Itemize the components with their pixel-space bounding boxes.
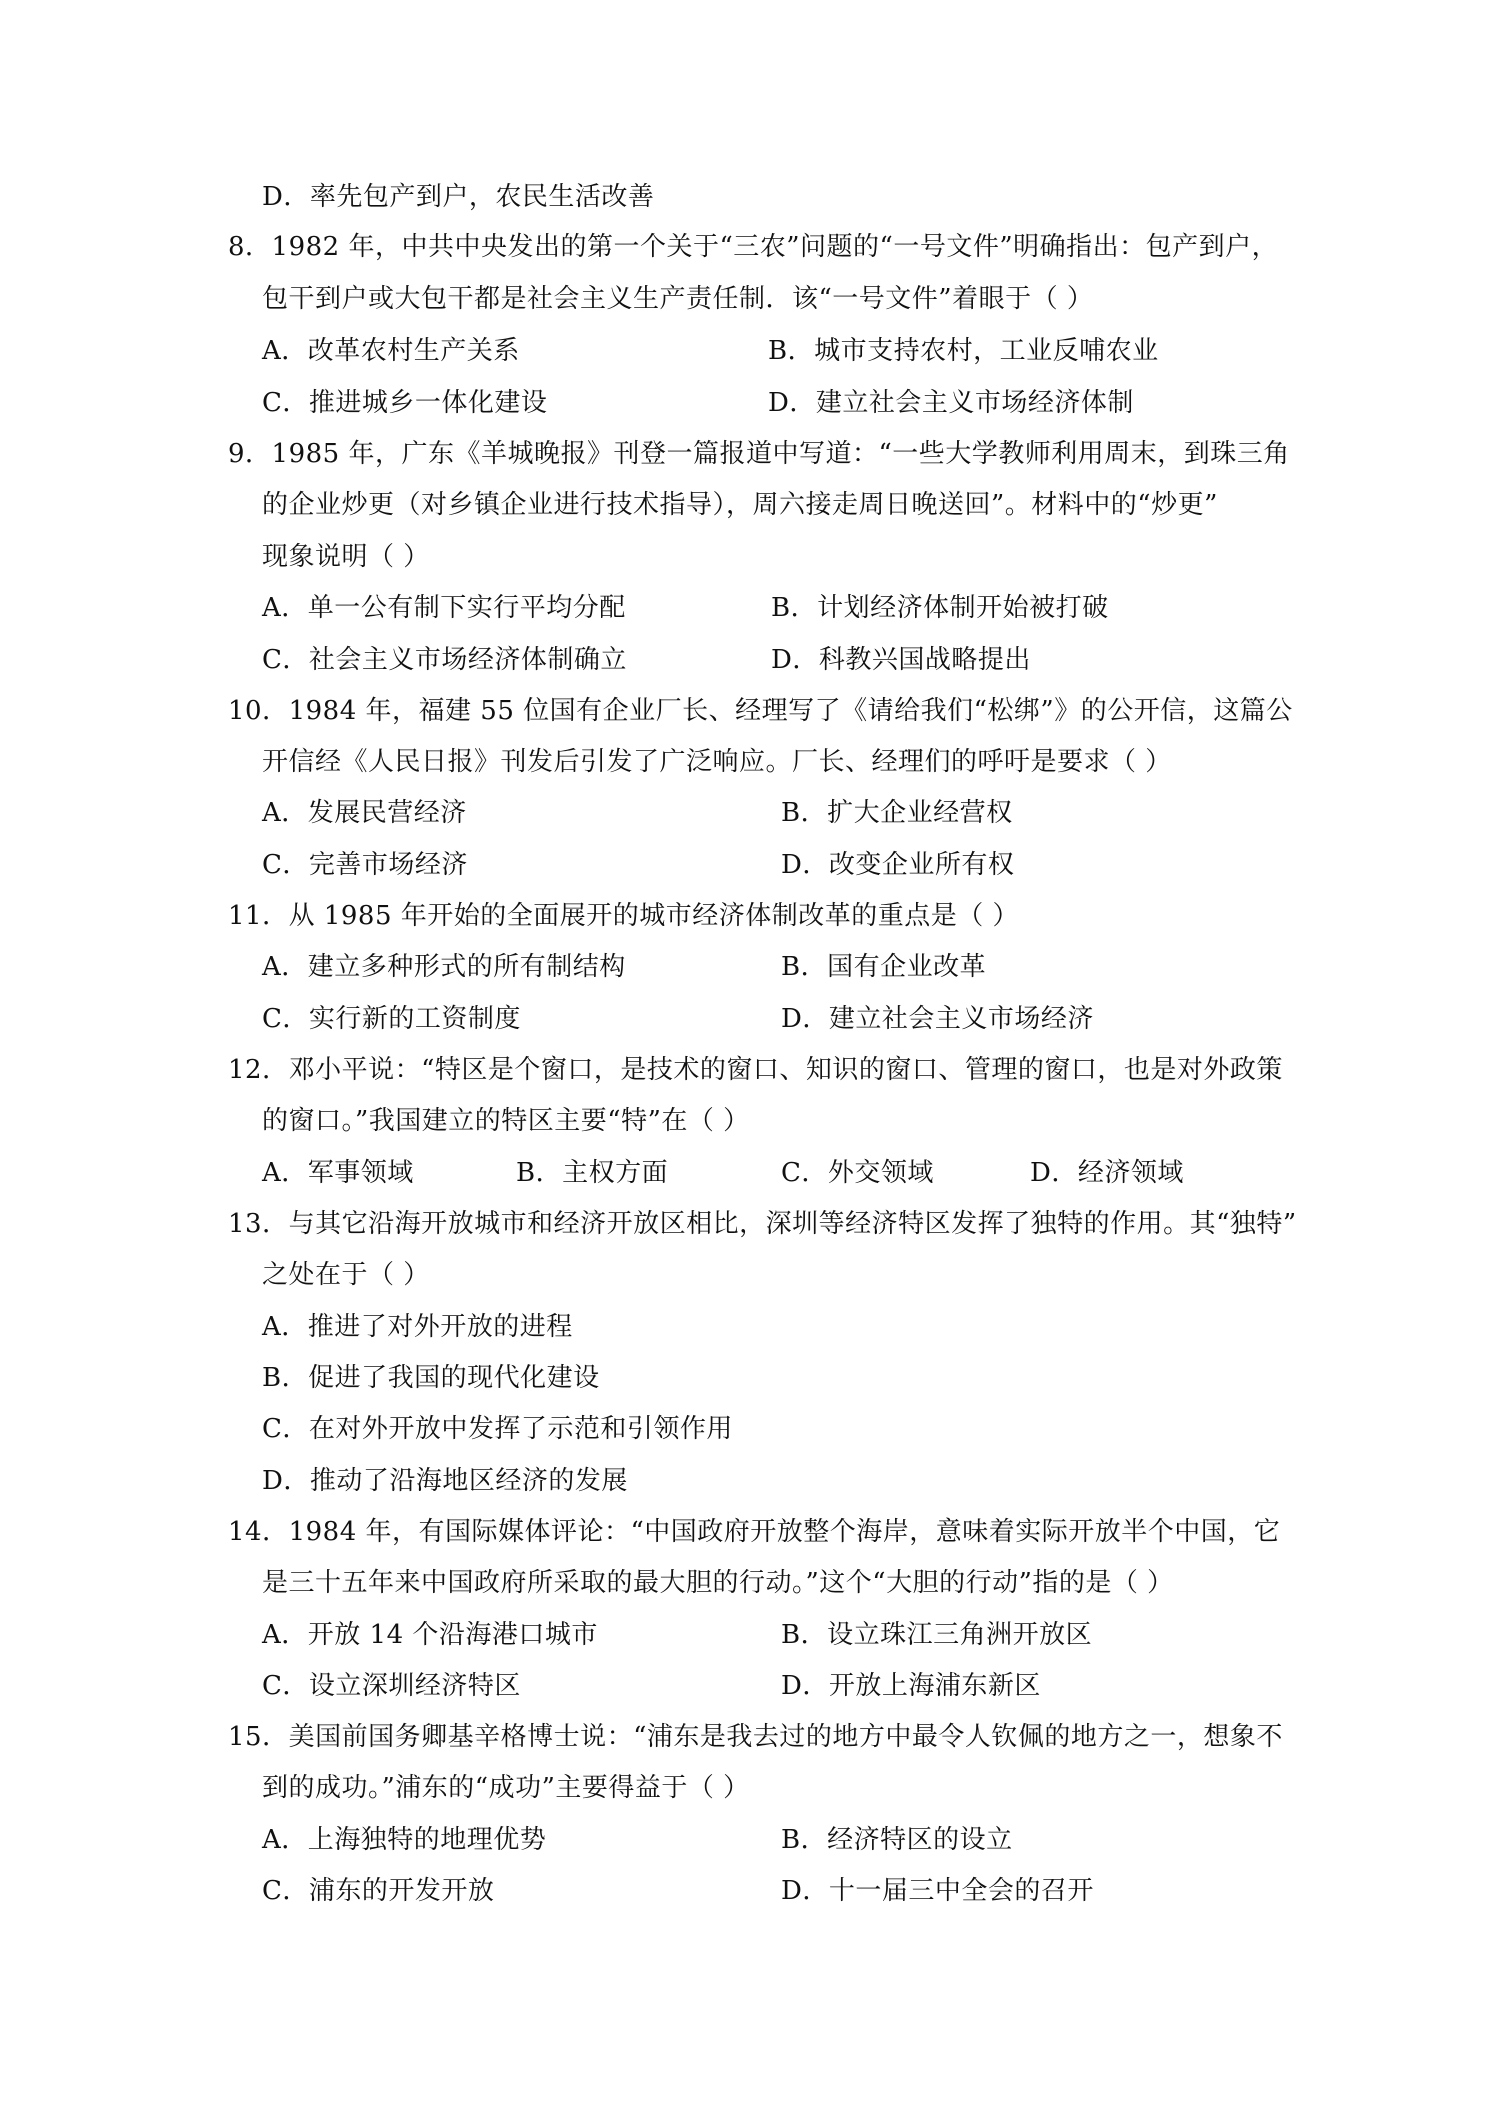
q15-option-a: A．上海独特的地理优势: [262, 1825, 547, 1855]
q9-option-c: C．社会主义市场经济体制确立: [262, 645, 627, 675]
q8-option-b: B．城市支持农村，工业反哺农业: [768, 336, 1159, 366]
q12-option-d: D．经济领域: [1030, 1158, 1184, 1188]
q13-option-c: C．在对外开放中发挥了示范和引领作用: [262, 1414, 733, 1444]
q14-option-d: D．开放上海浦东新区: [781, 1671, 1041, 1701]
q13-stem-line1: 13．与其它沿海开放城市和经济开放区相比，深圳等经济特区发挥了独特的作用。其“独特”: [228, 1209, 1297, 1239]
q14-stem-line1: 14．1984 年，有国际媒体评论：“中国政府开放整个海岸，意味着实际开放半个中国，它: [228, 1517, 1281, 1547]
q11-stem-line1: 11．从 1985 年开始的全面展开的城市经济体制改革的重点是（ ）: [228, 901, 1020, 931]
q8-option-d: D．建立社会主义市场经济体制: [768, 388, 1134, 418]
q13-option-d: D．推动了沿海地区经济的发展: [262, 1466, 628, 1496]
q9-stem-line3: 现象说明（ ）: [262, 542, 430, 572]
q10-stem-line1: 10．1984 年，福建 55 位国有企业厂长、经理写了《请给我们“松绑”》的公开信，这篇公: [228, 696, 1293, 726]
q12-option-a: A．军事领域: [262, 1158, 414, 1188]
q11-option-d: D．建立社会主义市场经济: [781, 1004, 1094, 1034]
q13-option-b: B．促进了我国的现代化建设: [262, 1363, 600, 1393]
q9-option-a: A．单一公有制下实行平均分配: [262, 593, 626, 623]
q12-option-b: B．主权方面: [516, 1158, 669, 1188]
q14-stem-line2: 是三十五年来中国政府所采取的最大胆的行动。”这个“大胆的行动”指的是（ ）: [262, 1568, 1174, 1598]
q10-stem-line2: 开信经《人民日报》刊发后引发了广泛响应。厂长、经理们的呼吁是要求（ ）: [262, 747, 1172, 777]
q11-option-c: C．实行新的工资制度: [262, 1004, 521, 1034]
q9-stem-line2: 的企业炒更（对乡镇企业进行技术指导），周六接走周日晚送回”。材料中的“炒更”: [262, 490, 1218, 520]
q11-option-b: B．国有企业改革: [781, 952, 987, 982]
q9-stem-line1: 9．1985 年，广东《羊城晚报》刊登一篇报道中写道：“一些大学教师利用周末，到珠三角: [228, 439, 1290, 469]
q13-stem-line2: 之处在于（ ）: [262, 1260, 430, 1290]
q14-option-a: A．开放 14 个沿海港口城市: [262, 1620, 598, 1650]
q15-stem-line2: 到的成功。”浦东的“成功”主要得益于（ ）: [262, 1773, 750, 1803]
q10-option-d: D．改变企业所有权: [781, 850, 1015, 880]
q8-option-a: A．改革农村生产关系: [262, 336, 520, 366]
q8-option-c: C．推进城乡一体化建设: [262, 388, 548, 418]
q8-stem-line2: 包干到户或大包干都是社会主义生产责任制．该“一号文件”着眼于（ ）: [262, 284, 1094, 314]
q13-option-a: A．推进了对外开放的进程: [262, 1312, 573, 1342]
q9-option-b: B．计划经济体制开始被打破: [771, 593, 1109, 623]
q12-stem-line2: 的窗口。”我国建立的特区主要“特”在（ ）: [262, 1106, 750, 1136]
q10-option-a: A．发展民营经济: [262, 798, 467, 828]
q10-option-b: B．扩大企业经营权: [781, 798, 1013, 828]
q8-stem-line1: 8．1982 年，中共中央发出的第一个关于“三农”问题的“一号文件”明确指出：包产到户，: [228, 232, 1279, 262]
q9-option-d: D．科教兴国战略提出: [771, 645, 1031, 675]
q14-option-c: C．设立深圳经济特区: [262, 1671, 521, 1701]
q7-option-d: D．率先包产到户，农民生活改善: [262, 182, 655, 212]
q12-option-c: C．外交领域: [781, 1158, 934, 1188]
q15-option-d: D．十一届三中全会的召开: [781, 1876, 1094, 1906]
q15-option-b: B．经济特区的设立: [781, 1825, 1013, 1855]
q11-option-a: A．建立多种形式的所有制结构: [262, 952, 626, 982]
q10-option-c: C．完善市场经济: [262, 850, 468, 880]
q14-option-b: B．设立珠江三角洲开放区: [781, 1620, 1093, 1650]
q15-option-c: C．浦东的开发开放: [262, 1876, 495, 1906]
q12-stem-line1: 12．邓小平说：“特区是个窗口，是技术的窗口、知识的窗口、管理的窗口，也是对外政策: [228, 1055, 1283, 1085]
q15-stem-line1: 15．美国前国务卿基辛格博士说：“浦东是我去过的地方中最令人钦佩的地方之一，想象不: [228, 1722, 1283, 1752]
